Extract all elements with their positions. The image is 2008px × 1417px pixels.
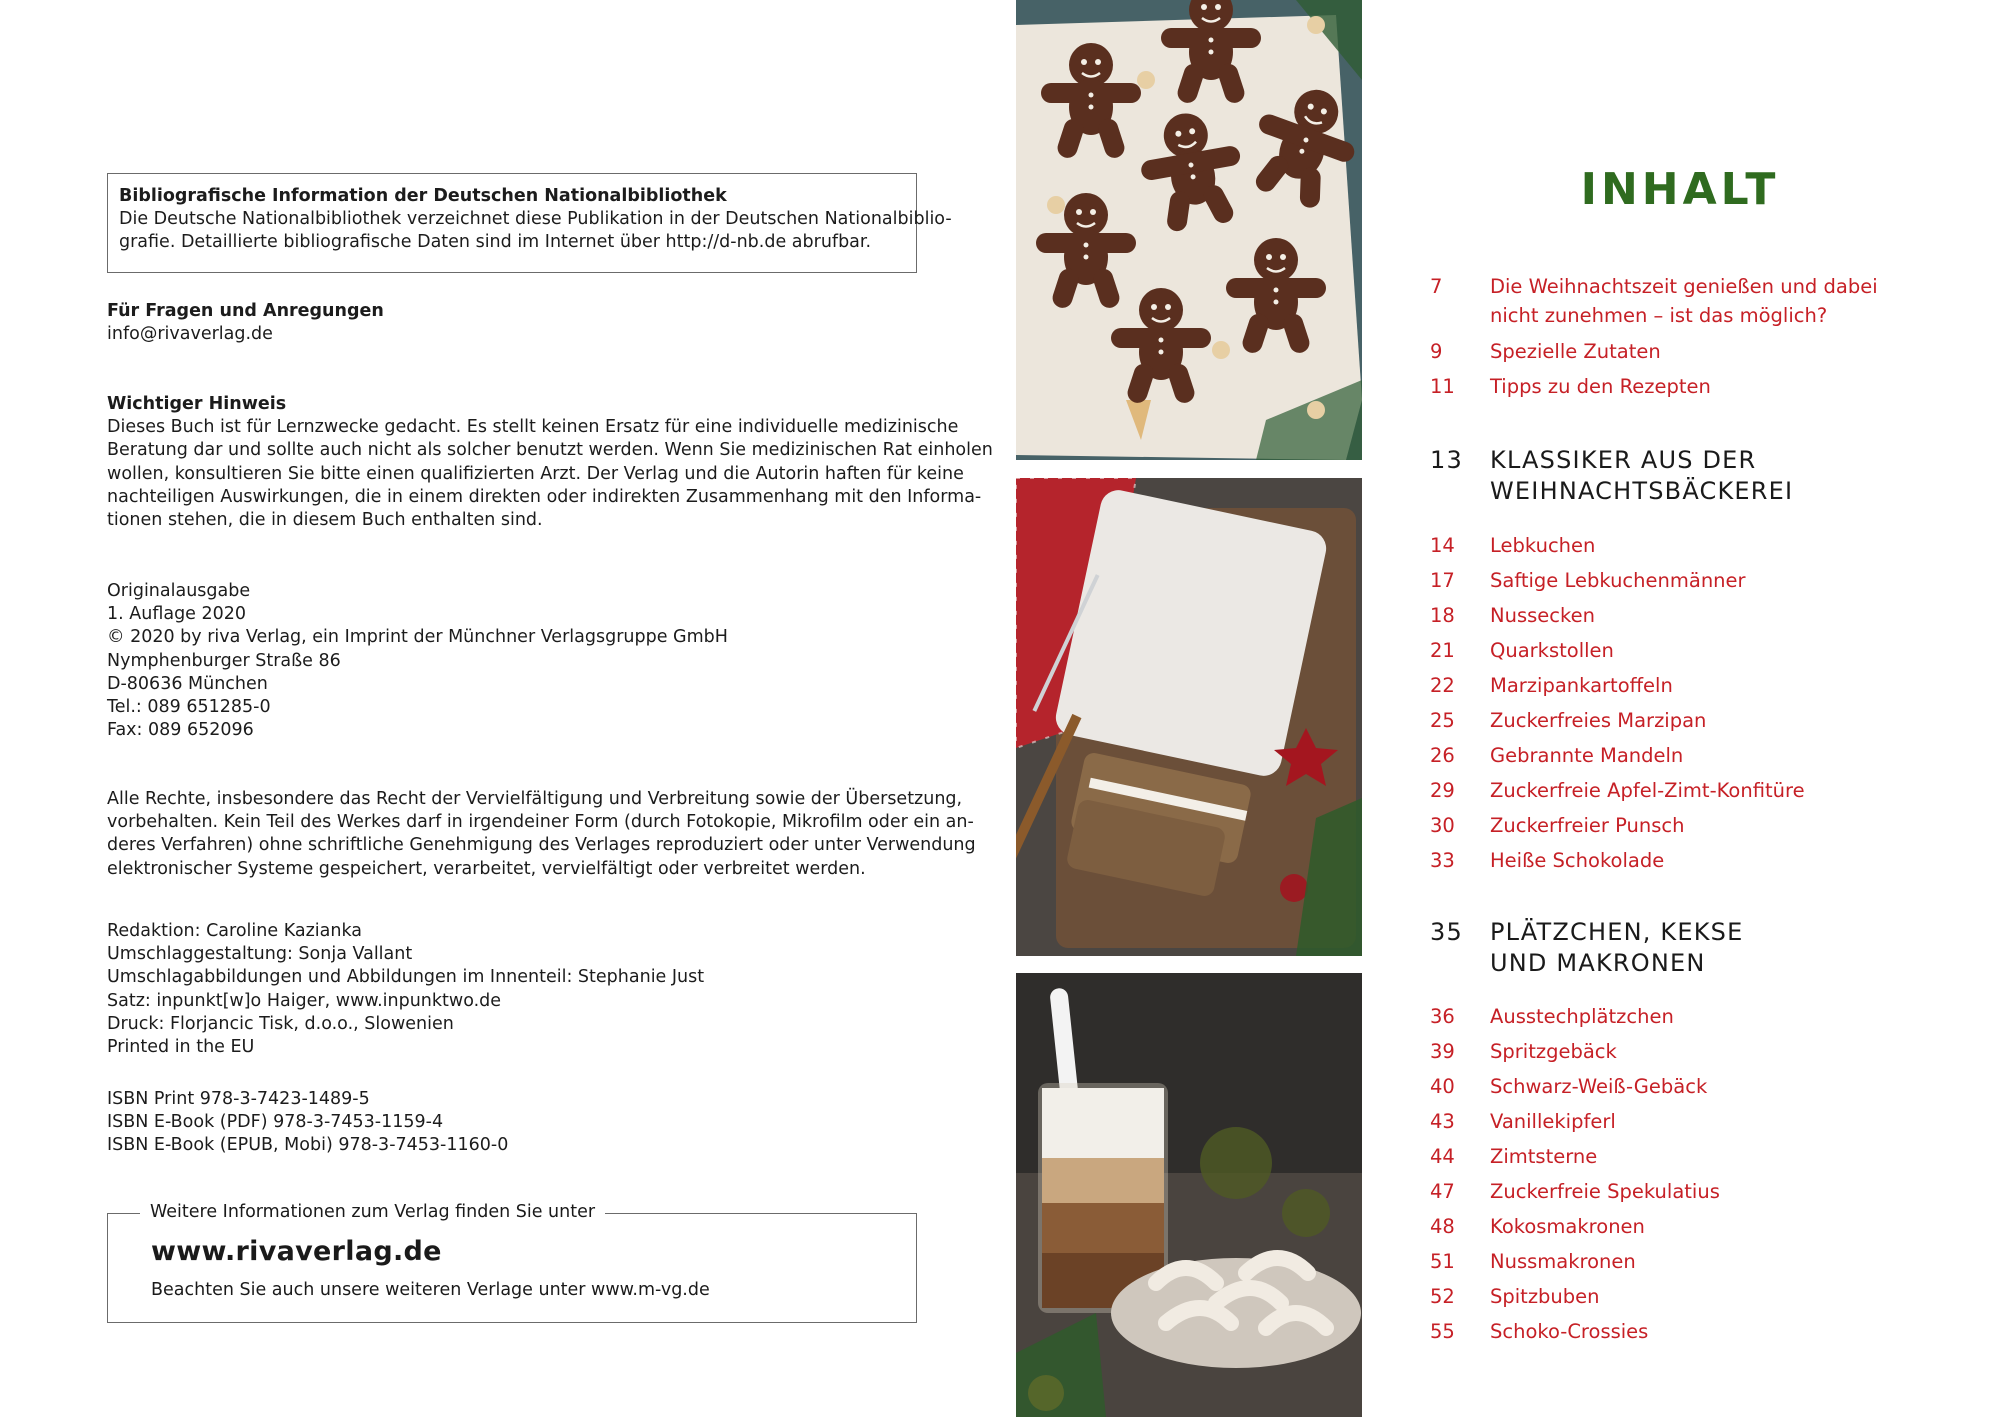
toc-entry-page: 33 xyxy=(1430,849,1455,872)
toc-entry-page: 21 xyxy=(1430,639,1455,662)
credits-line: Satz: inpunkt[w]o Haiger, www.inpunktwo.de xyxy=(107,990,502,1011)
notice-line: Dieses Buch ist für Lernzwecke gedacht. Es stellt keinen Ersatz für eine individuelle medizinische xyxy=(107,417,959,438)
toc-entry-page: 48 xyxy=(1430,1215,1455,1238)
toc-entry-page: 17 xyxy=(1430,569,1455,592)
toc-entry-title: Zuckerfreie Spekulatius xyxy=(1490,1180,1720,1203)
toc-entry-page: 52 xyxy=(1430,1285,1455,1308)
toc-entry-page: 47 xyxy=(1430,1180,1455,1203)
toc-entry-title: Schwarz-Weiß-Gebäck xyxy=(1490,1075,1708,1098)
toc-entry-title: Zimtsterne xyxy=(1490,1145,1598,1168)
toc-entry-page: 18 xyxy=(1430,604,1455,627)
isbn-line: ISBN E-Book (PDF) 978-3-7453-1159-4 xyxy=(107,1112,444,1133)
toc-entry-title: Zuckerfreier Punsch xyxy=(1490,814,1685,837)
toc-entry-page: 26 xyxy=(1430,744,1455,767)
toc-entry-title: Spezielle Zutaten xyxy=(1490,340,1661,363)
toc-entry-title: Marzipankartoffeln xyxy=(1490,674,1673,697)
toc-section-title: UND MAKRONEN xyxy=(1490,949,1706,977)
publisher-url-link[interactable]: www.rivaverlag.de xyxy=(151,1236,442,1267)
questions-block xyxy=(107,300,384,346)
credits-line: Druck: Florjancic Tisk, d.o.o., Slowenien xyxy=(107,1013,454,1034)
toc-entry-page: 22 xyxy=(1430,674,1455,697)
toc-entry-page: 43 xyxy=(1430,1110,1455,1133)
notice-line: nachteiligen Auswirkungen, die in einem direkten oder indirekten Zusammenhang mit den Informa- xyxy=(107,486,982,507)
rights-line: vorbehalten. Kein Teil des Werkes darf in irgendeiner Form (durch Fotokopie, Mikrofilm oder ein an- xyxy=(107,812,974,833)
credits-line: Umschlaggestaltung: Sonja Vallant xyxy=(107,944,413,965)
toc-entry-title: Schoko-Crossies xyxy=(1490,1320,1649,1343)
publisher-web-box xyxy=(107,1202,917,1323)
notice-line: Beratung dar und sollte auch nicht als solcher benutzt werden. Wenn Sie medizinischen Rat einholen xyxy=(107,440,993,461)
toc-entry-title: Die Weihnachtszeit genießen und dabei xyxy=(1490,275,1878,298)
toc-entry-title: Zuckerfreies Marzipan xyxy=(1490,709,1707,732)
toc-entry-page: 39 xyxy=(1430,1040,1455,1063)
isbn-line: ISBN Print 978-3-7423-1489-5 xyxy=(107,1089,370,1109)
notice-title: Wichtiger Hinweis xyxy=(107,394,287,414)
notice-block xyxy=(107,393,993,532)
credits-line: Printed in the EU xyxy=(107,1037,255,1058)
toc-entry-title: Ausstechplätzchen xyxy=(1490,1005,1674,1028)
rights-block xyxy=(107,788,976,881)
toc-entry-title: Lebkuchen xyxy=(1490,534,1596,557)
rights-line: elektronischer Systeme gespeichert, verarbeitet, vervielfältigt oder verbreitet werden. xyxy=(107,858,866,879)
edition-line: Tel.: 089 651285-0 xyxy=(107,697,271,718)
toc-entry-title: Heiße Schokolade xyxy=(1490,849,1665,872)
toc-entry-page: 7 xyxy=(1430,275,1443,298)
toc-entry-title: Spitzbuben xyxy=(1490,1285,1600,1308)
edition-line: Fax: 089 652096 xyxy=(107,720,254,741)
rights-line: Alle Rechte, insbesondere das Recht der Vervielfältigung und Verbreitung sowie der Übersetzung, xyxy=(107,789,963,809)
edition-line: 1. Auflage 2020 xyxy=(107,604,247,625)
bibliographic-info xyxy=(119,185,952,255)
edition-line: Originalausgabe xyxy=(107,581,251,601)
gingerbread-men-photo xyxy=(1016,0,1362,460)
toc-entry-page: 55 xyxy=(1430,1320,1455,1343)
bib-line: Die Deutsche Nationalbibliothek verzeichnet diese Publikation in der Deutschen Nationalbiblio- xyxy=(119,209,952,230)
toc-entry-page: 40 xyxy=(1430,1075,1455,1098)
toc-entry-title: Saftige Lebkuchenmänner xyxy=(1490,569,1746,592)
credits-block xyxy=(107,920,704,1059)
web-legend: Weitere Informationen zum Verlag finden Sie unter xyxy=(140,1200,605,1224)
edition-line: © 2020 by riva Verlag, ein Imprint der Münchner Verlagsgruppe GmbH xyxy=(107,627,728,648)
bib-title: Bibliografische Information der Deutschen Nationalbibliothek xyxy=(119,186,727,206)
toc-entry-title: Kokosmakronen xyxy=(1490,1215,1645,1238)
toc-entry-title: Nussmakronen xyxy=(1490,1250,1636,1273)
toc-entry-title: Spritzgebäck xyxy=(1490,1040,1617,1063)
toc-entry-title: Vanillekipferl xyxy=(1490,1110,1616,1133)
stollen-photo xyxy=(1016,478,1362,956)
edition-line: Nymphenburger Straße 86 xyxy=(107,650,341,671)
toc-entry-title: Quarkstollen xyxy=(1490,639,1614,662)
isbn-block xyxy=(107,1088,508,1158)
toc-entry-title: Zuckerfreie Apfel-Zimt-Konfitüre xyxy=(1490,779,1805,802)
edition-line: D-80636 München xyxy=(107,673,268,694)
toc-entry-title: nicht zunehmen – ist das möglich? xyxy=(1490,304,1828,327)
toc-entry-title: Tipps zu den Rezepten xyxy=(1490,375,1711,398)
edition-block xyxy=(107,580,728,742)
toc-entry-page: 11 xyxy=(1430,375,1455,398)
toc-entry-page: 9 xyxy=(1430,340,1443,363)
questions-title: Für Fragen und Anregungen xyxy=(107,301,384,321)
credits-line: Umschlagabbildungen und Abbildungen im Innenteil: Stephanie Just xyxy=(107,967,705,988)
rights-line: deres Verfahren) ohne schriftliche Genehmigung des Verlages reproduziert oder unter Verwendung xyxy=(107,835,976,856)
toc-entry-title: Gebrannte Mandeln xyxy=(1490,744,1684,767)
toc-entry-page: 14 xyxy=(1430,534,1455,557)
toc-title: INHALT xyxy=(1580,164,1780,215)
toc-section-page: 13 xyxy=(1430,446,1463,474)
toc-section-title: WEIHNACHTSBÄCKEREI xyxy=(1490,477,1794,505)
toc-section-title: KLASSIKER AUS DER xyxy=(1490,446,1757,474)
bibliographic-info-box xyxy=(107,173,952,273)
toc-entry-page: 29 xyxy=(1430,779,1455,802)
credits-line: Redaktion: Caroline Kazianka xyxy=(107,921,362,941)
notice-line: wollen, konsultieren Sie bitte einen qualifizierten Arzt. Der Verlag und die Autorin haften für keine xyxy=(107,463,964,484)
toc-entry-title: Nussecken xyxy=(1490,604,1595,627)
toc-entry-page: 51 xyxy=(1430,1250,1455,1273)
toc-entry-page: 44 xyxy=(1430,1145,1455,1168)
bib-line: grafie. Detaillierte bibliografische Daten sind im Internet über http://d-nb.de abrufbar. xyxy=(119,232,872,253)
toc-section-title: PLÄTZCHEN, KEKSE xyxy=(1490,918,1744,946)
more-publishers-text: Beachten Sie auch unsere weiteren Verlage unter www.m-vg.de xyxy=(151,1280,710,1300)
questions-email[interactable]: info@rivaverlag.de xyxy=(107,324,273,345)
toc-section-page: 35 xyxy=(1430,918,1463,946)
notice-line: tionen stehen, die in diesem Buch enthalten sind. xyxy=(107,510,543,531)
toc-entry-page: 25 xyxy=(1430,709,1455,732)
toc-entry-page: 36 xyxy=(1430,1005,1455,1028)
isbn-line: ISBN E-Book (EPUB, Mobi) 978-3-7453-1160-0 xyxy=(107,1135,509,1156)
latte-vanillekipferl-photo xyxy=(1016,973,1362,1417)
toc-entry-page: 30 xyxy=(1430,814,1455,837)
